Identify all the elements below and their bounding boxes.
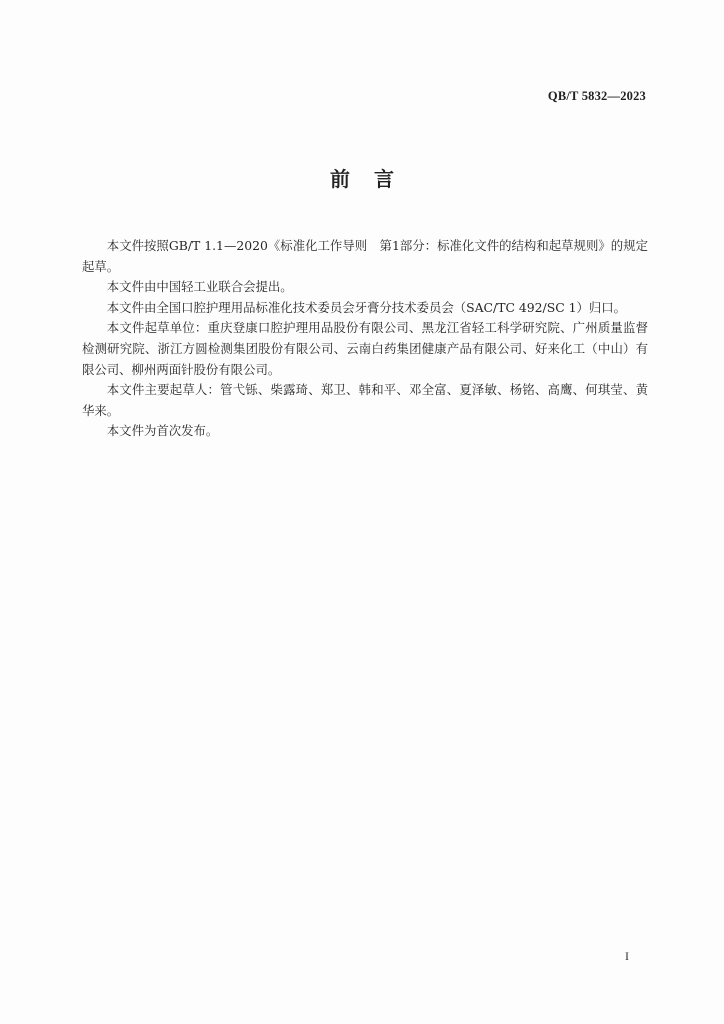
page-title: 前言	[330, 167, 418, 191]
paragraph-drafting-rules: 本文件按照GB/T 1.1—2020《标准化工作导则 第1部分：标准化文件的结构和起草规则》的规定起草。	[82, 238, 648, 274]
paragraph-first-release: 本文件为首次发布。	[106, 423, 219, 439]
paragraph-proposer: 本文件由中国轻工业联合会提出。	[106, 279, 293, 295]
standard-code: QB/T 5832—2023	[547, 89, 646, 103]
paragraph-technical-committee: 本文件由全国口腔护理用品标准化技术委员会牙膏分技术委员会（SAC/TC 492/SC 1）归口。	[106, 299, 627, 315]
paragraph-drafting-units: 本文件起草单位：重庆登康口腔护理用品股份有限公司、黑龙江省轻工科学研究院、广州质量监督检测研究院、浙江方圆检测集团股份有限公司、云南白药集团健康产品有限公司、好来化工（中山）有限公司、柳州两面针股份有限公司。	[82, 320, 648, 377]
foreword-body	[82, 236, 648, 442]
paragraph-drafters: 本文件主要起草人：管弋铄、柴露琦、郑卫、韩和平、邓全富、夏泽敏、杨铭、高鹰、何琪莹、黄华来。	[82, 382, 648, 418]
page-number: I	[625, 949, 629, 963]
